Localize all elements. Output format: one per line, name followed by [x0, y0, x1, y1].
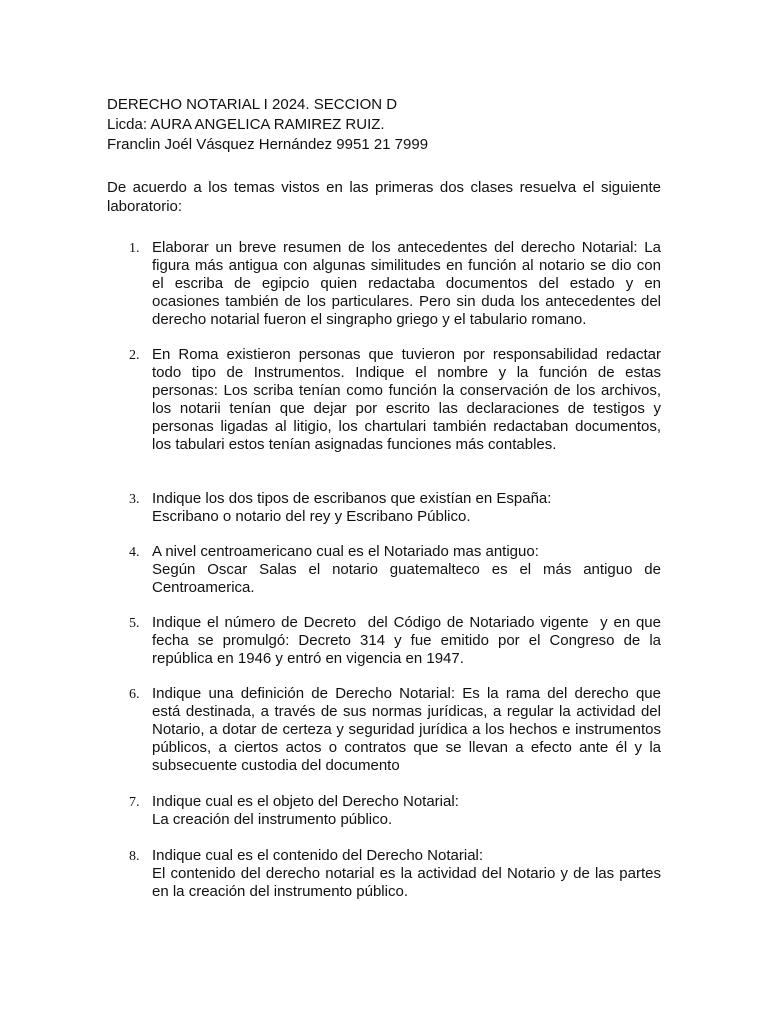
item-number: 5. — [129, 616, 140, 631]
item-line: todo tipo de Instrumentos. Indique el nombre y la función de estas — [152, 364, 661, 381]
item-number: 2. — [129, 348, 140, 363]
item-line: Indique cual es el objeto del Derecho Notarial: — [152, 793, 459, 810]
student-name: Franclin Joél Vásquez Hernández 9951 21 7999 — [107, 136, 429, 153]
item-text — [152, 239, 661, 329]
item-line: en la creación del instrumento público. — [152, 883, 408, 900]
item-line: públicos, a ciertos actos o contratos que se llevan a efecto ante él y la — [152, 739, 661, 756]
item-line: A nivel centroamericano cual es el Notariado mas antiguo: — [152, 543, 539, 560]
item-text — [152, 614, 661, 668]
item-line: Indique una definición de Derecho Notarial: Es la rama del derecho que — [152, 685, 661, 702]
item-number: 7. — [129, 795, 140, 810]
item-line: Indique el número de Decreto del Código de Notariado vigente y en que — [152, 614, 661, 631]
document-header — [107, 95, 667, 155]
item-line: El contenido del derecho notarial es la actividad del Notario y de las partes — [152, 865, 661, 882]
item-number: 3. — [129, 492, 140, 507]
item-text — [152, 685, 661, 775]
item-line: Según Oscar Salas el notario guatemalteco es el más antiguo de — [152, 561, 661, 578]
item-line: derecho notarial fueron el singrapho griego y el tabulario romano. — [152, 311, 587, 328]
item-number: 4. — [129, 545, 140, 560]
item-line: Notario, a dotar de certeza y seguridad jurídica a los hechos e instrumentos — [152, 721, 661, 738]
item-number: 6. — [129, 687, 140, 702]
item-number: 8. — [129, 849, 140, 864]
item-line: En Roma existieron personas que tuvieron por responsabilidad redactar — [152, 346, 661, 363]
item-text — [152, 543, 661, 597]
item-line: subsecuente custodia del documento — [152, 757, 400, 774]
item-line: Centroamerica. — [152, 579, 255, 596]
item-number: 1. — [129, 241, 140, 256]
intro-paragraph: De acuerdo a los temas vistos en las primeras dos clases resuelva el siguiente laboratorio: — [107, 179, 661, 215]
item-line: los tabulari estos tenían asignadas funciones más contables. — [152, 436, 557, 453]
item-text — [152, 346, 661, 454]
item-text — [152, 490, 661, 526]
item-line: el escriba de egipcio quien redactaba documentos del estado y en — [152, 275, 661, 292]
item-line: La creación del instrumento público. — [152, 811, 393, 828]
item-line: Elaborar un breve resumen de los antecedentes del derecho Notarial: La — [152, 239, 661, 256]
item-line: Indique cual es el contenido del Derecho Notarial: — [152, 847, 484, 864]
item-line: figura más antigua con algunas similitudes en función al notario se dio con — [152, 257, 661, 274]
item-line: los notarii tenían que dejar por escrito las declaraciones de testigos y — [152, 400, 661, 417]
instructor-name: Licda: AURA ANGELICA RAMIREZ RUIZ. — [107, 116, 385, 133]
item-text — [152, 793, 661, 829]
item-line: república en 1946 y entró en vigencia en 1947. — [152, 650, 464, 667]
item-line: está destinada, a través de sus normas jurídicas, a regular la actividad del — [152, 703, 661, 720]
item-line: Escribano o notario del rey y Escribano Público. — [152, 508, 471, 525]
item-line: fecha se promulgó: Decreto 314 y fue emitido por el Congreso de la — [152, 632, 661, 649]
item-text — [152, 847, 661, 901]
item-line: personas ligadas al litigio, los chartulari también redactaban documentos, — [152, 418, 661, 435]
item-line: personas: Los scriba tenían como función la conservación de los archivos, — [152, 382, 661, 399]
course-title: DERECHO NOTARIAL I 2024. SECCION D — [107, 96, 398, 113]
item-line: Indique los dos tipos de escribanos que existían en España: — [152, 490, 552, 507]
item-line: ocasiones también de los particulares. Pero sin duda los antecedentes del — [152, 293, 661, 310]
